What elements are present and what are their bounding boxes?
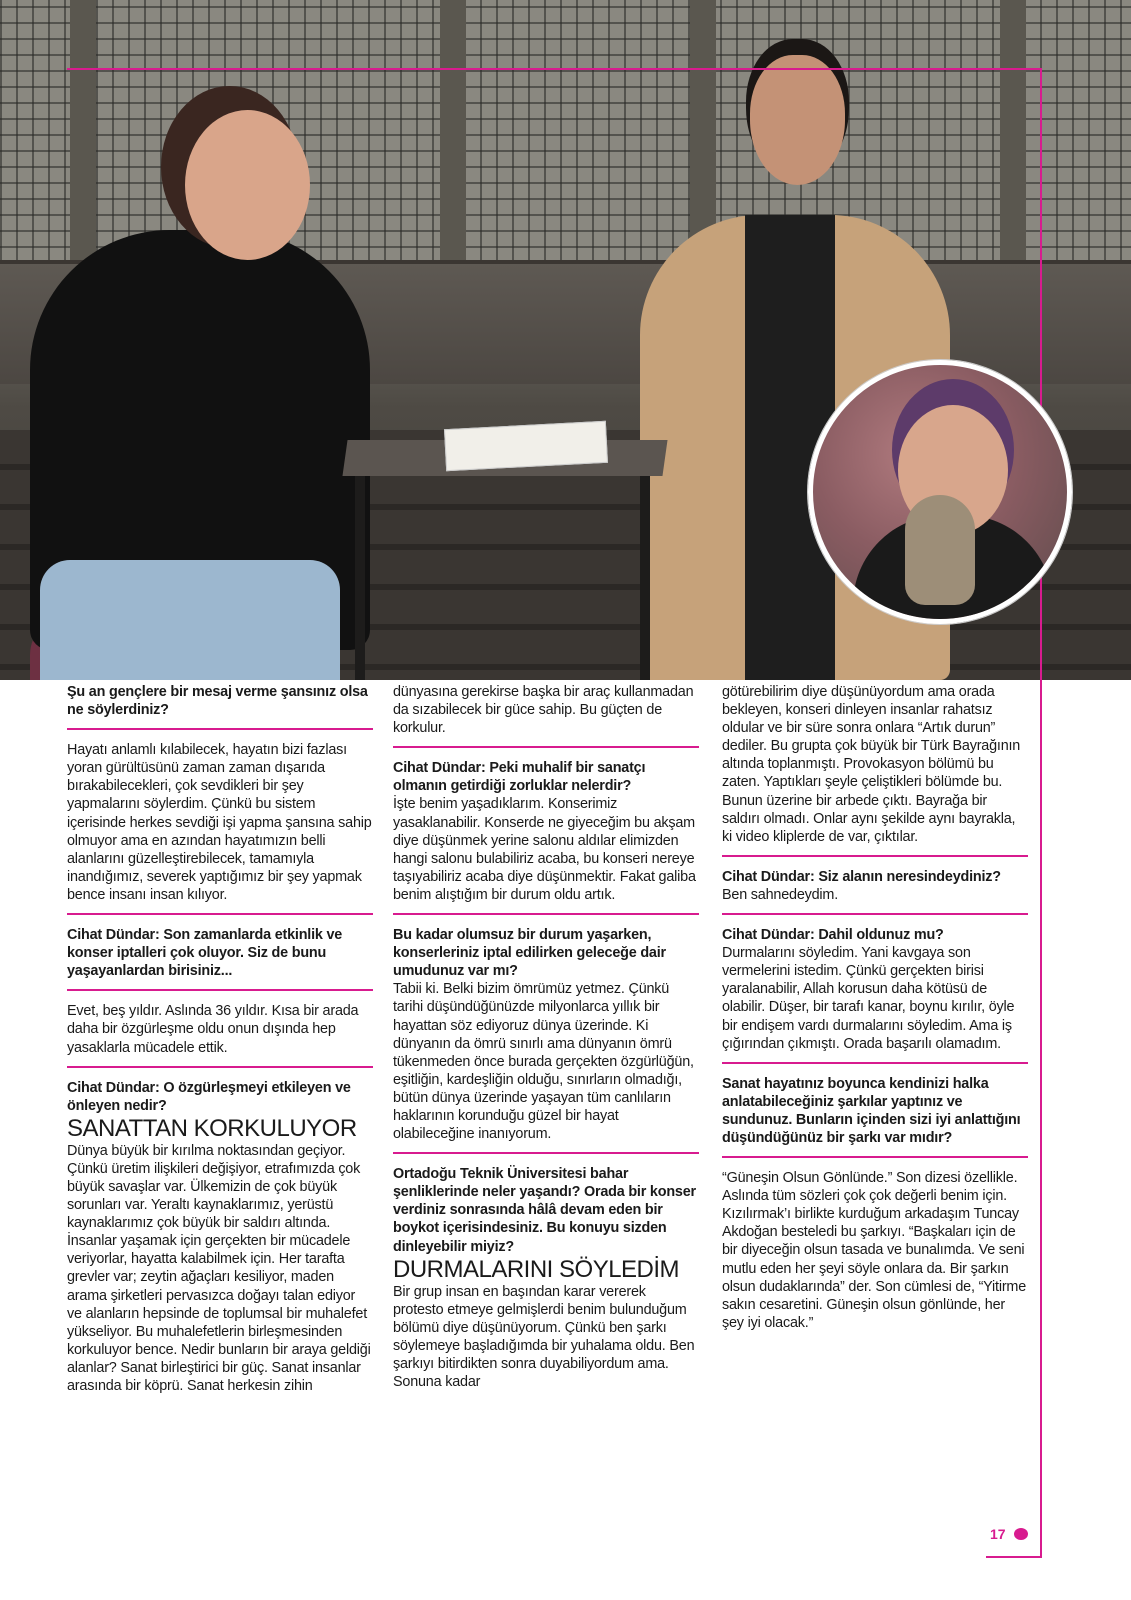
cat-figure [905,495,975,605]
section-divider [67,913,373,915]
section-heading: DURMALARINI SÖYLEDİM [393,1255,680,1283]
answer-paragraph: Tabii ki. Belki bizim ömrümüz yetmez. Çünkü tarihi düşündüğünüzde milyonlarca yıllık bir hayattan söz ediyoruz dünya üzerinde. Ki dünyanın da ömrü sınırlı ama dünyanın ömrü tükenmeden önce burada gerçekten özgürlüğün, eşitliğin, kardeşliğin olduğu, sınırların olmadığı, bütün dünya üzerinde yaşayan tüm canlıların haklarının korunduğu güzel bir hayat olabileceğine inanıyorum. [393,981,694,1143]
section-divider [393,746,699,748]
answer-paragraph: İşte benim yaşadıklarım. Konserimiz yasaklanabilir. Konserde ne giyeceğim bu akşam diye düşünmek yerine salonu aldılar elimizden hangi salonu bulabiliriz acaba, bu konseri nereye taşıyabiliriz acaba diye düşünmektir. Fakat galiba benim alıştığım bir durum oldu artık. [393,796,696,903]
fence-post [1000,0,1026,300]
table-leg [355,476,365,680]
section-divider [67,1066,373,1068]
interview-question: Sanat hayatınız boyunca kendinizi halka anlatabileceğiniz şarkılar yaptınız ve sundunuz. Bunların içinden sizi iyi anlattığını düşündüğünüz bir şarkı var mıdır? [722,1075,1021,1146]
section-divider [722,1062,1028,1064]
interview-question: Cihat Dündar: Son zamanlarda etkinlik ve konser iptalleri çok oluyor. Siz de bunu yaşayanlardan birisiniz... [67,927,343,980]
magazine-on-table [444,421,608,471]
answer-paragraph: Ben sahnedeydim. [722,886,839,903]
section-divider [722,855,1028,857]
section-divider [67,989,373,991]
section-divider [393,913,699,915]
interview-question: Ortadoğu Teknik Üniversitesi bahar şenliklerinde neler yaşandı? Orada bir konser verdiniz sonrasında hâlâ devam eden bir boykot içerisindesiniz. Bu konuyu sizden dinleyebilir miyiz? [393,1166,696,1255]
answer-paragraph: dünyasına gerekirse başka bir araç kullanmadan da sızabilecek bir güce sahip. Bu güçten de korkulur. [393,684,694,737]
inset-portrait [808,360,1072,624]
table-leg [640,476,650,680]
page-number: 17 [990,1526,1006,1542]
answer-paragraph: “Güneşin Olsun Gönlünde.” Son dizesi özellikle. Aslında tüm sözleri çok çok değerli benim için. Kızılırmak’ı birlikte kurduğum arkadaşım Tuncay Akdoğan besteledi bu şarkıyı. “Başkaları için de bir diyeceğin olsun tasada ve bunalımda. Ve seni mutlu eden her şeyi söyle onlara da. Bir şarkın olsun dudaklarında” der. Son cümlesi de, “Yitirme sakın cesaretini. Güneşin olsun gönlünde, her şey iyi olacak.” [722,1170,1027,1331]
fence-post [440,0,466,300]
frame-line-bottom [986,1556,1042,1558]
frame-line-right [1040,68,1042,1558]
interview-question: Cihat Dündar: Siz alanın neresindeydiniz? [722,868,1001,885]
section-heading: SANATTAN KORKULUYOR [67,1114,357,1142]
answer-paragraph: Evet, beş yıldır. Aslında 36 yıldır. Kısa bir arada daha bir özgürleşme oldu onun dışında hep yasaklarla mücadele ettik. [67,1003,359,1056]
column-left [67,683,373,1395]
interview-question: Cihat Dündar: O özgürleşmeyi etkileyen ve önleyen nedir? [67,1079,351,1114]
interview-question: Cihat Dündar: Peki muhalif bir sanatçı olmanın getirdiği zorluklar nelerdir? [393,760,646,795]
answer-paragraph: Durmalarını söyledim. Yani kavgaya son vermelerini istedim. Çünkü gerçekten birisi yaralanabilir, Allah korusun daha kötüsü de olabilir. Düşer, bir tarafı kanar, boynu kırılır, öyle bir endişem vardı durmalarını söyledim. Ama iş çığırından çıkmıştı. Orada başarılı olamadım. [722,945,1015,1052]
column-middle [393,683,699,1391]
column-right [722,683,1028,1332]
man-head [750,55,845,185]
section-divider [393,1152,699,1154]
frame-line-top [67,68,1042,70]
interview-question: Cihat Dündar: Dahil oldunuz mu? [722,927,944,944]
answer-paragraph: Dünya büyük bir kırılma noktasından geçiyor. Çünkü üretim ilişkileri değişiyor, etrafımızda çok büyük savaşlar var. Ülkemizin de çok büyük sorunları var. Yeraltı kaynaklarımız, yerüstü kaynaklarımız çok büyük bir saldırı altında. İnsanlar yaşamak için gerçekten bir mücadele veriyorlar, hayatta kalabilmek için. Her tarafta grevler var; zeytin ağaçları kesiliyor, maden arama şirketleri pervasızca doğayı talan ediyor ve alanların hepsinde de toplumsal bir muhalefet yükseliyor. Bu muhalefetlerin birleşmesinden korkuluyor bence. Nedir bunların bir araya geldiği alanlar? Sanat birleştirici bir güç. Sanat insanlar arasında bir köprü. Sanat herkesin zihin [67,1142,371,1394]
woman-jeans [40,560,340,680]
answer-paragraph: Hayatı anlamlı kılabilecek, hayatın bizi fazlası yoran gürültüsünü zaman zaman dışarıda bırakabilecekleri, çok sevdikleri bir şey yapmalarını söylerdim. Çünkü bu sistem içerisinde herkes sevdiği işi yapma şansına sahip olmuyor ama en azından hayatımızın belli alanlarını güzelleştirebilecek, tamamıyla inandığımız, severek yaptığımız bir şey yapmak bence insanı insan kılıyor. [67,742,372,903]
answer-paragraph: Bir grup insan en başından karar vererek protesto etmeye gelmişlerdi benim bulunduğum bölümü diye düşünüyorum. Çünkü ben şarkı söylemeye başladığımda bir yuhalama oldu. Ben şarkıyı bitirdikten sonra duyabiliyordum ama. Sonuna kadar [393,1283,695,1391]
interview-question: Şu an gençlere bir mesaj verme şansınız olsa ne söylerdiniz? [67,684,368,719]
section-divider [722,1156,1028,1158]
section-divider [722,913,1028,915]
section-divider [67,728,373,730]
answer-paragraph: götürebilirim diye düşünüyordum ama orada bekleyen, konseri dinleyen insanlar rahatsız oldular ve bir süre sonra onlara “Artık durun” dediler. Bu grupta çok büyük bir Türk Bayrağının altında toplanmıştı. Provokasyon bölümü bu zaten. Yaptıkları şeyle çeliştikleri bölümde bu. Bunun üzerine bir arbede çıktı. Bayrağa bir saldırı olmadı. Onlar aynı şekilde aynı bayrakla, ki video kliplerde de var, çıktılar. [722,684,1021,845]
interview-question: Bu kadar olumsuz bir durum yaşarken, konserleriniz iptal edilirken geleceğe dair umudunuz var mı? [393,927,666,980]
page-number-dot [1014,1528,1028,1540]
woman-head [185,110,310,260]
